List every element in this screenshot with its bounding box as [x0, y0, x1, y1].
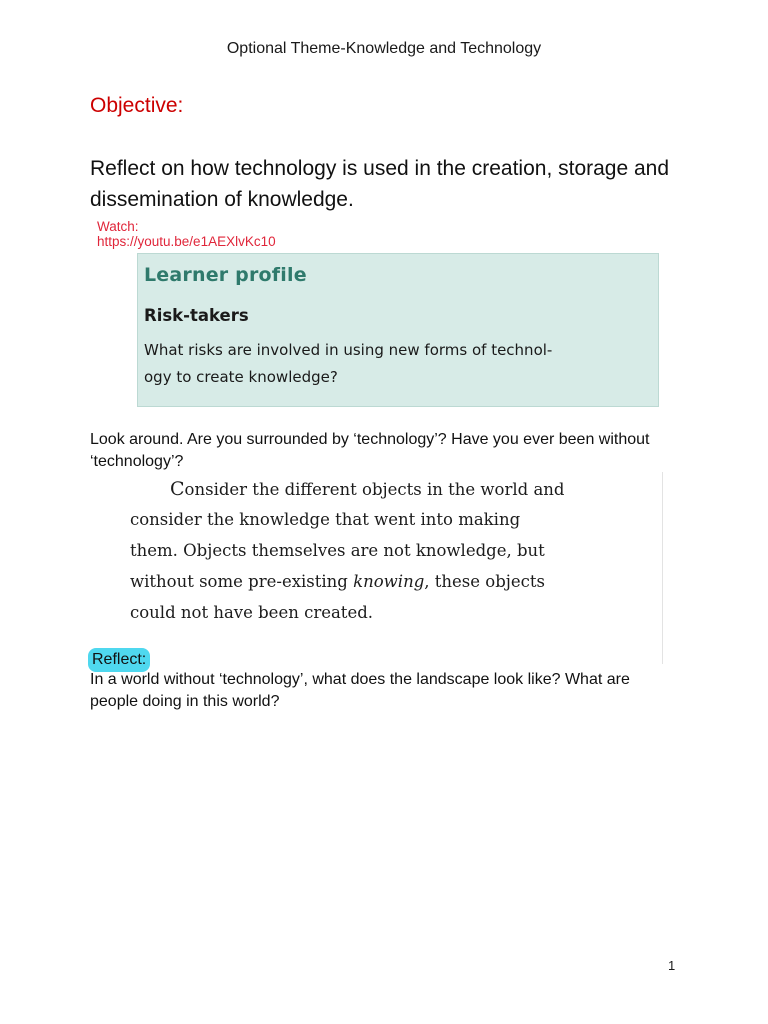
- excerpt-text: without some pre-existing: [130, 572, 354, 591]
- excerpt-line: [170, 478, 565, 500]
- excerpt-line: them. Objects themselves are not knowledge, but: [130, 541, 545, 560]
- look-around-text: Look around. Are you surrounded by ‘technology’? Have you ever been without ‘technology’?: [90, 431, 650, 470]
- learner-profile-box: [137, 253, 659, 407]
- watch-label: Watch:: [97, 219, 139, 234]
- excerpt-text: onsider the different objects in the world and: [184, 480, 565, 499]
- page-number: 1: [668, 958, 676, 973]
- reflect-text: In a world without ‘technology’, what does the landscape look like? What are people doing in this world?: [90, 671, 630, 710]
- question-line: ogy to create knowledge?: [144, 368, 338, 386]
- learner-profile-subtitle: Risk-takers: [144, 306, 249, 325]
- excerpt-line: could not have been created.: [130, 603, 374, 622]
- watch-block: [97, 219, 276, 249]
- learner-profile-question: [144, 337, 652, 391]
- excerpt-emphasis: knowing: [353, 572, 425, 591]
- reflect-badge: Reflect:: [88, 648, 150, 672]
- book-excerpt: [130, 472, 663, 664]
- objective-text: Reflect on how technology is used in the creation, storage and dissemination of knowledge.: [90, 157, 670, 211]
- excerpt-line: consider the knowledge that went into making: [130, 510, 521, 529]
- video-link[interactable]: https://youtu.be/e1AEXlvKc10: [97, 234, 276, 249]
- excerpt-text: , these objects: [424, 572, 545, 591]
- excerpt-line: [130, 572, 545, 591]
- learner-profile-title: Learner profile: [144, 264, 307, 286]
- page-header: Optional Theme-Knowledge and Technology: [226, 40, 542, 57]
- dropcap-letter: C: [170, 478, 185, 500]
- objective-heading: Objective:: [90, 94, 184, 117]
- question-line: What risks are involved in using new forms of technol-: [144, 341, 553, 359]
